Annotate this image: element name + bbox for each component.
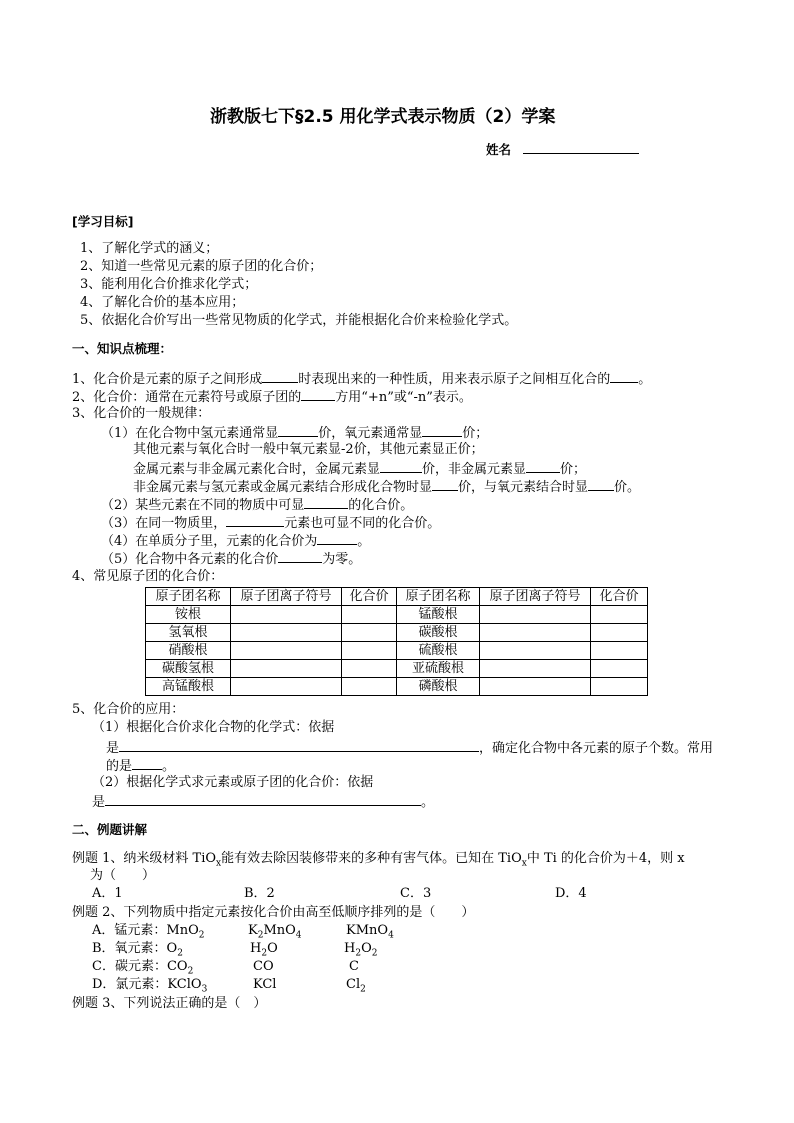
ion-symbol-cell[interactable]	[231, 660, 342, 678]
ion-symbol-cell[interactable]	[231, 642, 342, 660]
ex2-option-c-3: C	[349, 959, 359, 974]
valence-cell[interactable]	[591, 606, 648, 624]
goal-item-3: 3、能利用化合价推求化学式；	[80, 277, 258, 292]
q1-blank-1[interactable]	[262, 370, 298, 383]
rule1-blank-1[interactable]	[278, 424, 318, 437]
example-2: 例题 2、下列物质中指定元素按化合价由高至低顺序排列的是（ ）	[72, 905, 475, 920]
radical-name: 碳酸氢根	[146, 660, 231, 678]
radical-name: 氢氧根	[146, 624, 231, 642]
ion-symbol-cell[interactable]	[480, 606, 591, 624]
ion-symbol-cell[interactable]	[231, 624, 342, 642]
rule-5: （5）化合物中各元素的化合价 为零。	[101, 552, 362, 567]
rule1-blank-5[interactable]	[432, 478, 458, 491]
app-2-line-2: 是 。	[92, 795, 435, 810]
section2-heading: 二、例题讲解	[72, 822, 148, 837]
radical-name: 高锰酸根	[146, 678, 231, 696]
goal-item-2: 2、知道一些常见元素的原子团的化合价；	[80, 259, 323, 274]
app1-blank-1[interactable]	[119, 739, 479, 752]
example-1: 例题 1、纳米级材料 TiO$_x$能有效去除因装修带来的多种有害气体。已知在 TiO$_x$中 Ti 的化合价为＋4，则 x	[72, 851, 685, 869]
rule-1: （1）在化合物中氢元素通常显 价，氧元素通常显 价；	[101, 426, 489, 441]
col-header: 化合价	[591, 588, 648, 606]
valence-cell[interactable]	[342, 660, 397, 678]
q3-line: 3、化合价的一般规律：	[72, 406, 211, 421]
valence-cell[interactable]	[342, 678, 397, 696]
ion-symbol-cell[interactable]	[480, 678, 591, 696]
ex2-option-d-2: KCl	[253, 977, 277, 992]
app-1-line-3: 的是 。	[106, 759, 176, 774]
goal-item-4: 4、了解化合价的基本应用；	[80, 295, 245, 310]
name-field[interactable]	[486, 141, 639, 158]
table-row	[146, 624, 648, 642]
ex1-option-b[interactable]: B．2	[244, 886, 275, 901]
rule3-blank[interactable]	[226, 514, 284, 527]
ex2-option-b-2: $H_2O$	[250, 941, 278, 959]
radical-valence-table	[145, 587, 648, 696]
q4-line: 4、常见原子团的化合价：	[72, 569, 224, 584]
ex2-option-d[interactable]: D．氯元素：KClO$_3$	[92, 977, 208, 995]
q2-line: 2、化合价：通常在元素符号或原子团的 方用“+n”或“-n”表示。	[72, 390, 472, 405]
table-row	[146, 606, 648, 624]
ion-symbol-cell[interactable]	[480, 642, 591, 660]
app2-blank[interactable]	[105, 793, 421, 806]
col-header: 原子团离子符号	[231, 588, 342, 606]
rule1-blank-4[interactable]	[526, 460, 560, 473]
ion-symbol-cell[interactable]	[480, 660, 591, 678]
rule1-blank-6[interactable]	[588, 478, 614, 491]
rule-3: （3）在同一物质里， 元素也可显不同的化合价。	[101, 516, 441, 531]
col-header: 原子团名称	[146, 588, 231, 606]
rule4-blank[interactable]	[317, 532, 357, 545]
q1-line: 1、化合价是元素的原子之间形成 时表现出来的一种性质，用来表示原子之间相互化合的 。	[72, 372, 652, 387]
ex1-option-a[interactable]: A．1	[92, 886, 123, 901]
ex2-option-d-3: $Cl_2$	[346, 977, 366, 995]
ex2-option-a-2: $K_2MnO_4$	[248, 923, 302, 941]
ex1-option-c[interactable]: C．3	[400, 886, 432, 901]
radical-name: 铵根	[146, 606, 231, 624]
valence-cell[interactable]	[342, 606, 397, 624]
page-title: 浙教版七下§2.5 用化学式表示物质（2）学案	[210, 107, 556, 127]
section1-heading: 一、知识点梳理：	[72, 341, 173, 356]
ion-symbol-cell[interactable]	[480, 624, 591, 642]
radical-name: 碳酸根	[397, 624, 480, 642]
q1-blank-2[interactable]	[610, 370, 638, 383]
valence-cell[interactable]	[591, 660, 648, 678]
ion-symbol-cell[interactable]	[231, 606, 342, 624]
valence-cell[interactable]	[591, 678, 648, 696]
radical-name: 亚硫酸根	[397, 660, 480, 678]
goals-heading: [学习目标]	[72, 214, 134, 229]
ex2-option-b-3: $H_2O_2$	[344, 941, 378, 959]
valence-cell[interactable]	[591, 624, 648, 642]
rule-2: （2）某些元素在不同的物质中可显 的化合价。	[101, 498, 414, 513]
rule2-blank[interactable]	[304, 496, 348, 509]
rule1-blank-3[interactable]	[380, 460, 422, 473]
rule-1-sub-b: 金属元素与非金属元素化合时，金属元素显 价，非金属元素显 价；	[133, 462, 587, 477]
col-header: 化合价	[342, 588, 397, 606]
q5-line: 5、化合价的应用：	[72, 702, 185, 717]
example-1-cont: 为（ ）	[90, 868, 156, 883]
table-header-row	[146, 588, 648, 606]
col-header: 原子团离子符号	[480, 588, 591, 606]
rule-1-sub-c: 非金属元素与氢元素或金属元素结合形成化合物时显 价，与氧元素结合时显 价。	[133, 480, 641, 495]
name-label: 姓名	[486, 142, 512, 157]
radical-name: 硫酸根	[397, 642, 480, 660]
ion-symbol-cell[interactable]	[231, 678, 342, 696]
valence-cell[interactable]	[342, 624, 397, 642]
table-row	[146, 642, 648, 660]
ex2-option-c[interactable]: C．碳元素：$CO_2$	[92, 959, 194, 977]
ex1-option-d[interactable]: D．4	[555, 886, 587, 901]
rule1-blank-2[interactable]	[422, 424, 462, 437]
ex2-option-a-3: KMnO$_4$	[346, 923, 394, 941]
valence-cell[interactable]	[591, 642, 648, 660]
ex2-option-c-2: CO	[253, 959, 274, 974]
app-1-line-1: （1）根据化合价求化合物的化学式：依据	[92, 720, 335, 735]
ex2-option-a[interactable]: A．锰元素：MnO$_2$	[92, 923, 205, 941]
col-header: 原子团名称	[397, 588, 480, 606]
rule5-blank[interactable]	[278, 550, 322, 563]
app-2-line-1: （2）根据化学式求元素或原子团的化合价：依据	[92, 775, 374, 790]
radical-name: 硝酸根	[146, 642, 231, 660]
rule-1-sub-a: 其他元素与氧化合时一般中氧元素显-2价，其他元素显正价；	[133, 442, 484, 457]
valence-cell[interactable]	[342, 642, 397, 660]
table-row	[146, 660, 648, 678]
app1-blank-2[interactable]	[132, 757, 162, 770]
q2-blank[interactable]	[301, 388, 335, 401]
app-1-line-2: 是 ，确定化合物中各元素的原子个数。常用	[106, 741, 714, 756]
radical-name: 磷酸根	[397, 678, 480, 696]
rule-4: （4）在单质分子里，元素的化合价为 。	[101, 534, 371, 549]
example-3: 例题 3、下列说法正确的是（ ）	[72, 996, 267, 1011]
goal-item-1: 1、了解化学式的涵义；	[80, 241, 219, 256]
ex2-option-b[interactable]: B．氧元素：$O_2$	[92, 941, 183, 959]
table-row	[146, 678, 648, 696]
goal-item-5: 5、依据化合价写出一些常见物质的化学式，并能根据化合价来检验化学式。	[80, 313, 518, 328]
radical-name: 锰酸根	[397, 606, 480, 624]
name-blank[interactable]	[523, 141, 639, 154]
